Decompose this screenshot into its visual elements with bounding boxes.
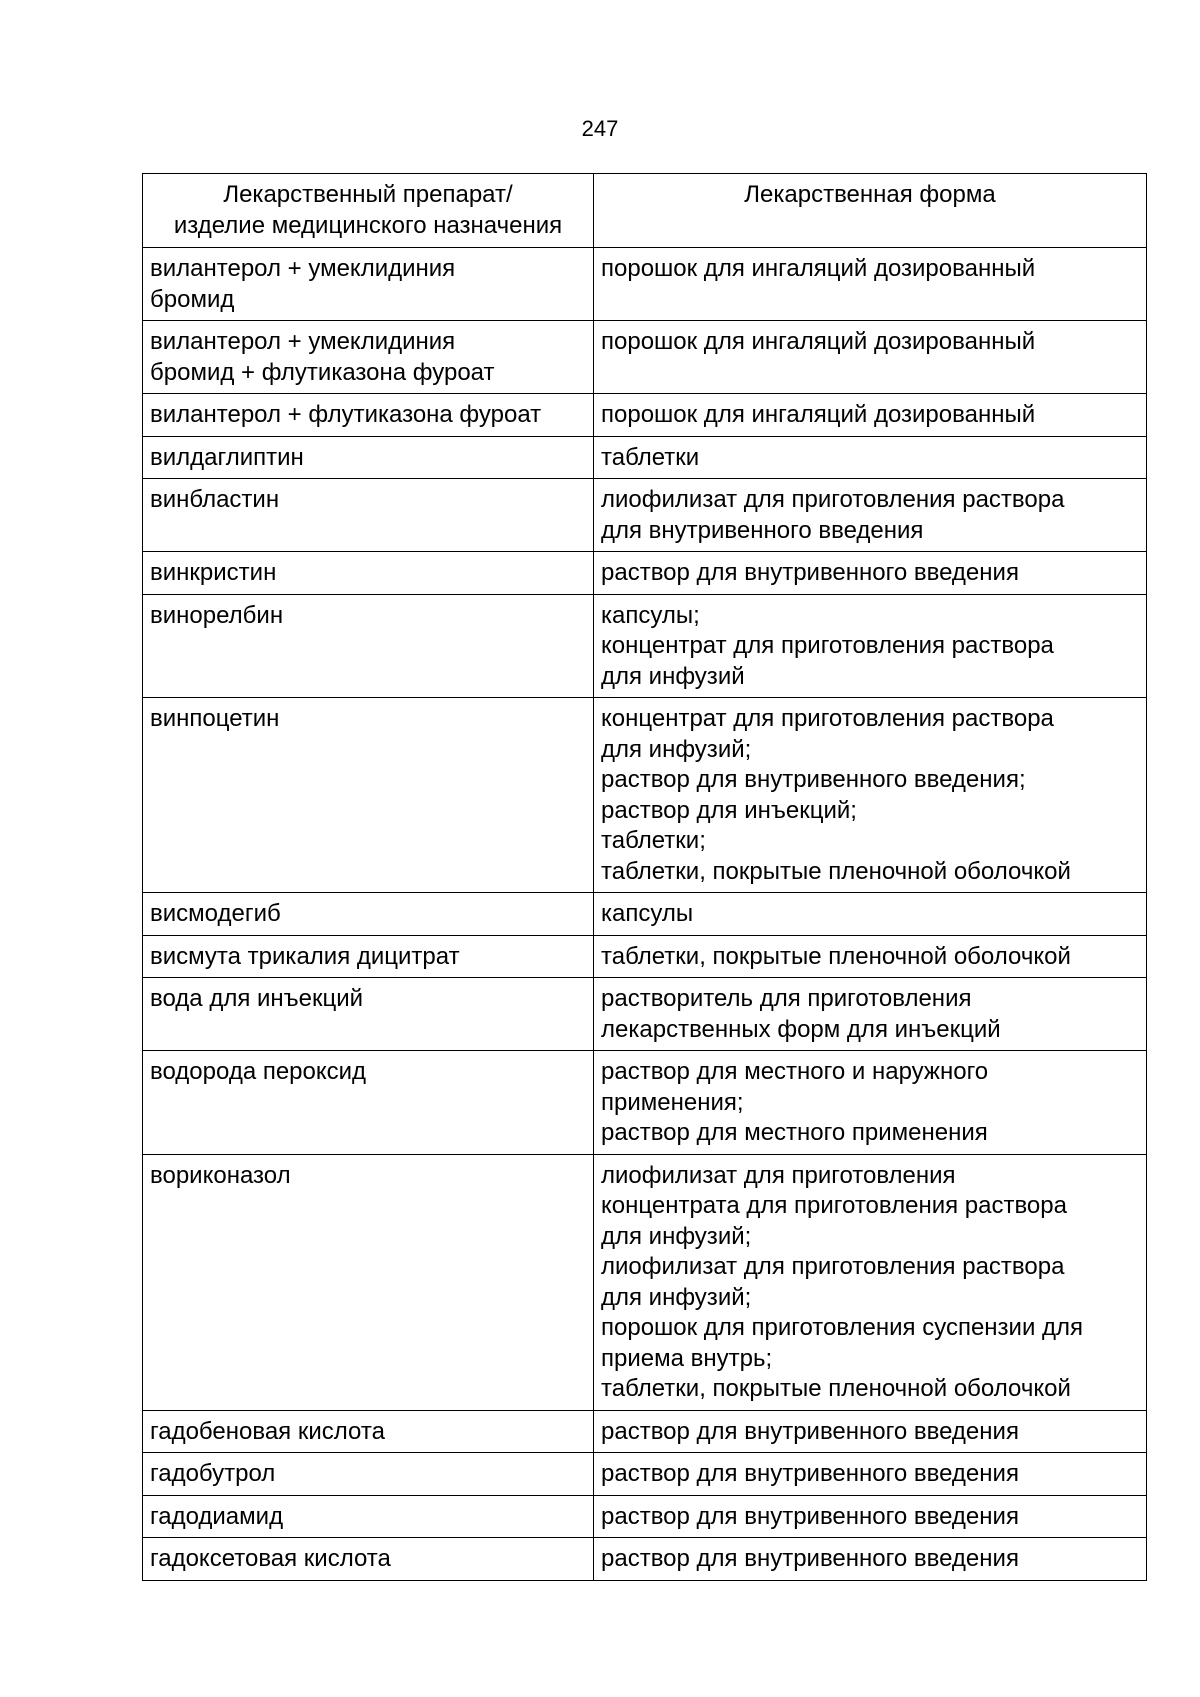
cell-form [594,1453,1147,1496]
dosage-form-line: применения; [601,1088,744,1116]
drug-name-line: вилантерол + умеклидиния [150,328,456,355]
dosage-form-line: раствор для внутривенного введения [601,1502,1019,1530]
table-body [143,248,1147,1581]
cell-drug [143,1538,594,1581]
cell-drug [143,479,594,552]
cell-drug [143,436,594,479]
cell-form [594,698,1147,893]
table-row [143,321,1147,394]
table-row [143,1051,1147,1155]
cell-form [594,1410,1147,1453]
drug-name-line: гадоксетовая кислота [150,1545,391,1572]
dosage-form-line: раствор для внутривенного введения [601,1460,1019,1487]
cell-drug [143,935,594,978]
header-drug [143,174,594,248]
cell-drug [143,1453,594,1496]
dosage-form-line: раствор для местного применения [601,1119,988,1146]
dosage-form-line: для инфузий [601,662,745,690]
cell-drug [143,978,594,1051]
dosage-form-line: для инфузий; [601,1222,752,1250]
drug-name-line: висмодегиб [150,900,281,927]
drug-name-line: гадобутрол [150,1460,276,1487]
drug-name-line: бромид [150,285,235,313]
dosage-form-line: таблетки, покрытые пленочной оболочкой [601,942,1071,970]
cell-drug [143,394,594,437]
dosage-form-line: концентрат для приготовления раствора [601,632,1054,659]
cell-form [594,1538,1147,1581]
drug-name-line: водорода пероксид [150,1058,367,1085]
dosage-form-line: концентрат для приготовления раствора [601,705,1054,732]
drug-name-line: вилантерол + флутиказона фуроат [150,401,542,428]
cell-form [594,935,1147,978]
dosage-form-line: порошок для ингаляций дозированный [601,401,1036,428]
table-row [143,893,1147,936]
table-row [143,479,1147,552]
cell-drug [143,1495,594,1538]
dosage-form-line: растворитель для приготовления [601,985,972,1012]
drug-name-line: винбластин [150,486,280,513]
drug-name-line: вилантерол + умеклидиния [150,255,456,282]
table-row [143,935,1147,978]
cell-form [594,1154,1147,1410]
cell-drug [143,1051,594,1155]
dosage-form-line: порошок для приготовления суспензии для [601,1314,1084,1341]
cell-form [594,1495,1147,1538]
cell-form [594,248,1147,321]
cell-form [594,893,1147,936]
cell-form [594,321,1147,394]
table-row [143,1410,1147,1453]
drug-name-line: винорелбин [150,601,284,629]
header-line: Лекарственная форма [744,181,996,208]
header-line: изделие медицинского назначения [173,211,563,239]
table-row [143,436,1147,479]
dosage-form-line: раствор для внутривенного введения [601,1417,1019,1445]
dosage-form-line: порошок для ингаляций дозированный [601,255,1036,282]
dosage-form-line: раствор для инъекций; [601,796,857,824]
cell-drug [143,1154,594,1410]
dosage-form-line: капсулы; [601,601,700,629]
dosage-form-line: лиофилизат для приготовления [601,1161,956,1189]
cell-form [594,552,1147,595]
table-row [143,1154,1147,1410]
table-row [143,248,1147,321]
dosage-form-line: для инфузий; [601,1283,752,1311]
page-number: 247 [581,116,619,141]
dosage-form-line: раствор для внутривенного введения; [601,766,1026,793]
cell-form [594,1051,1147,1155]
dosage-form-line: таблетки; [601,827,706,854]
drug-name-line: гадобеновая кислота [150,1417,385,1445]
table-row [143,1495,1147,1538]
header-line: Лекарственный препарат/ [223,181,513,208]
dosage-form-line: лиофилизат для приготовления раствора [601,1253,1065,1280]
table-row [143,1538,1147,1581]
dosage-form-line: таблетки, покрытые пленочной оболочкой [601,1375,1071,1402]
dosage-form-line: для инфузий; [601,735,752,763]
drug-name-line: винкристин [150,559,277,586]
drug-name-line: винпоцетин [150,705,280,732]
cell-form [594,436,1147,479]
cell-form [594,479,1147,552]
cell-drug [143,552,594,595]
drug-table [142,173,1147,1581]
drug-name-line: вода для инъекций [150,985,364,1012]
table-row [143,978,1147,1051]
cell-drug [143,321,594,394]
cell-drug [143,594,594,698]
cell-drug [143,1410,594,1453]
cell-drug [143,698,594,893]
dosage-form-line: для внутривенного введения [601,516,924,544]
cell-form [594,394,1147,437]
cell-form [594,978,1147,1051]
dosage-form-line: таблетки, покрытые пленочной оболочкой [601,857,1071,885]
cell-form [594,594,1147,698]
dosage-form-line: капсулы [601,900,694,927]
dosage-form-line: лекарственных форм для инъекций [601,1015,1001,1043]
dosage-form-line: приема внутрь; [601,1344,773,1372]
dosage-form-line: порошок для ингаляций дозированный [601,328,1036,355]
table-row [143,1453,1147,1496]
dosage-form-line: раствор для местного и наружного [601,1058,989,1085]
table-header-row [143,174,1147,248]
table-row [143,394,1147,437]
drug-name-line: вориконазол [150,1161,291,1189]
dosage-form-line: таблетки [601,443,700,471]
dosage-form-line: раствор для внутривенного введения [601,1545,1019,1572]
drug-name-line: бромид + флутиказона фуроат [150,358,495,386]
dosage-form-line: лиофилизат для приготовления раствора [601,486,1065,513]
header-form [594,174,1147,248]
table-row [143,594,1147,698]
drug-name-line: гадодиамид [150,1502,284,1530]
drug-name-line: вилдаглиптин [150,443,304,471]
cell-drug [143,893,594,936]
table-row [143,698,1147,893]
dosage-form-line: концентрата для приготовления раствора [601,1192,1067,1219]
dosage-form-line: раствор для внутривенного введения [601,559,1019,586]
cell-drug [143,248,594,321]
drug-name-line: висмута трикалия дицитрат [150,942,460,970]
table-row [143,552,1147,595]
